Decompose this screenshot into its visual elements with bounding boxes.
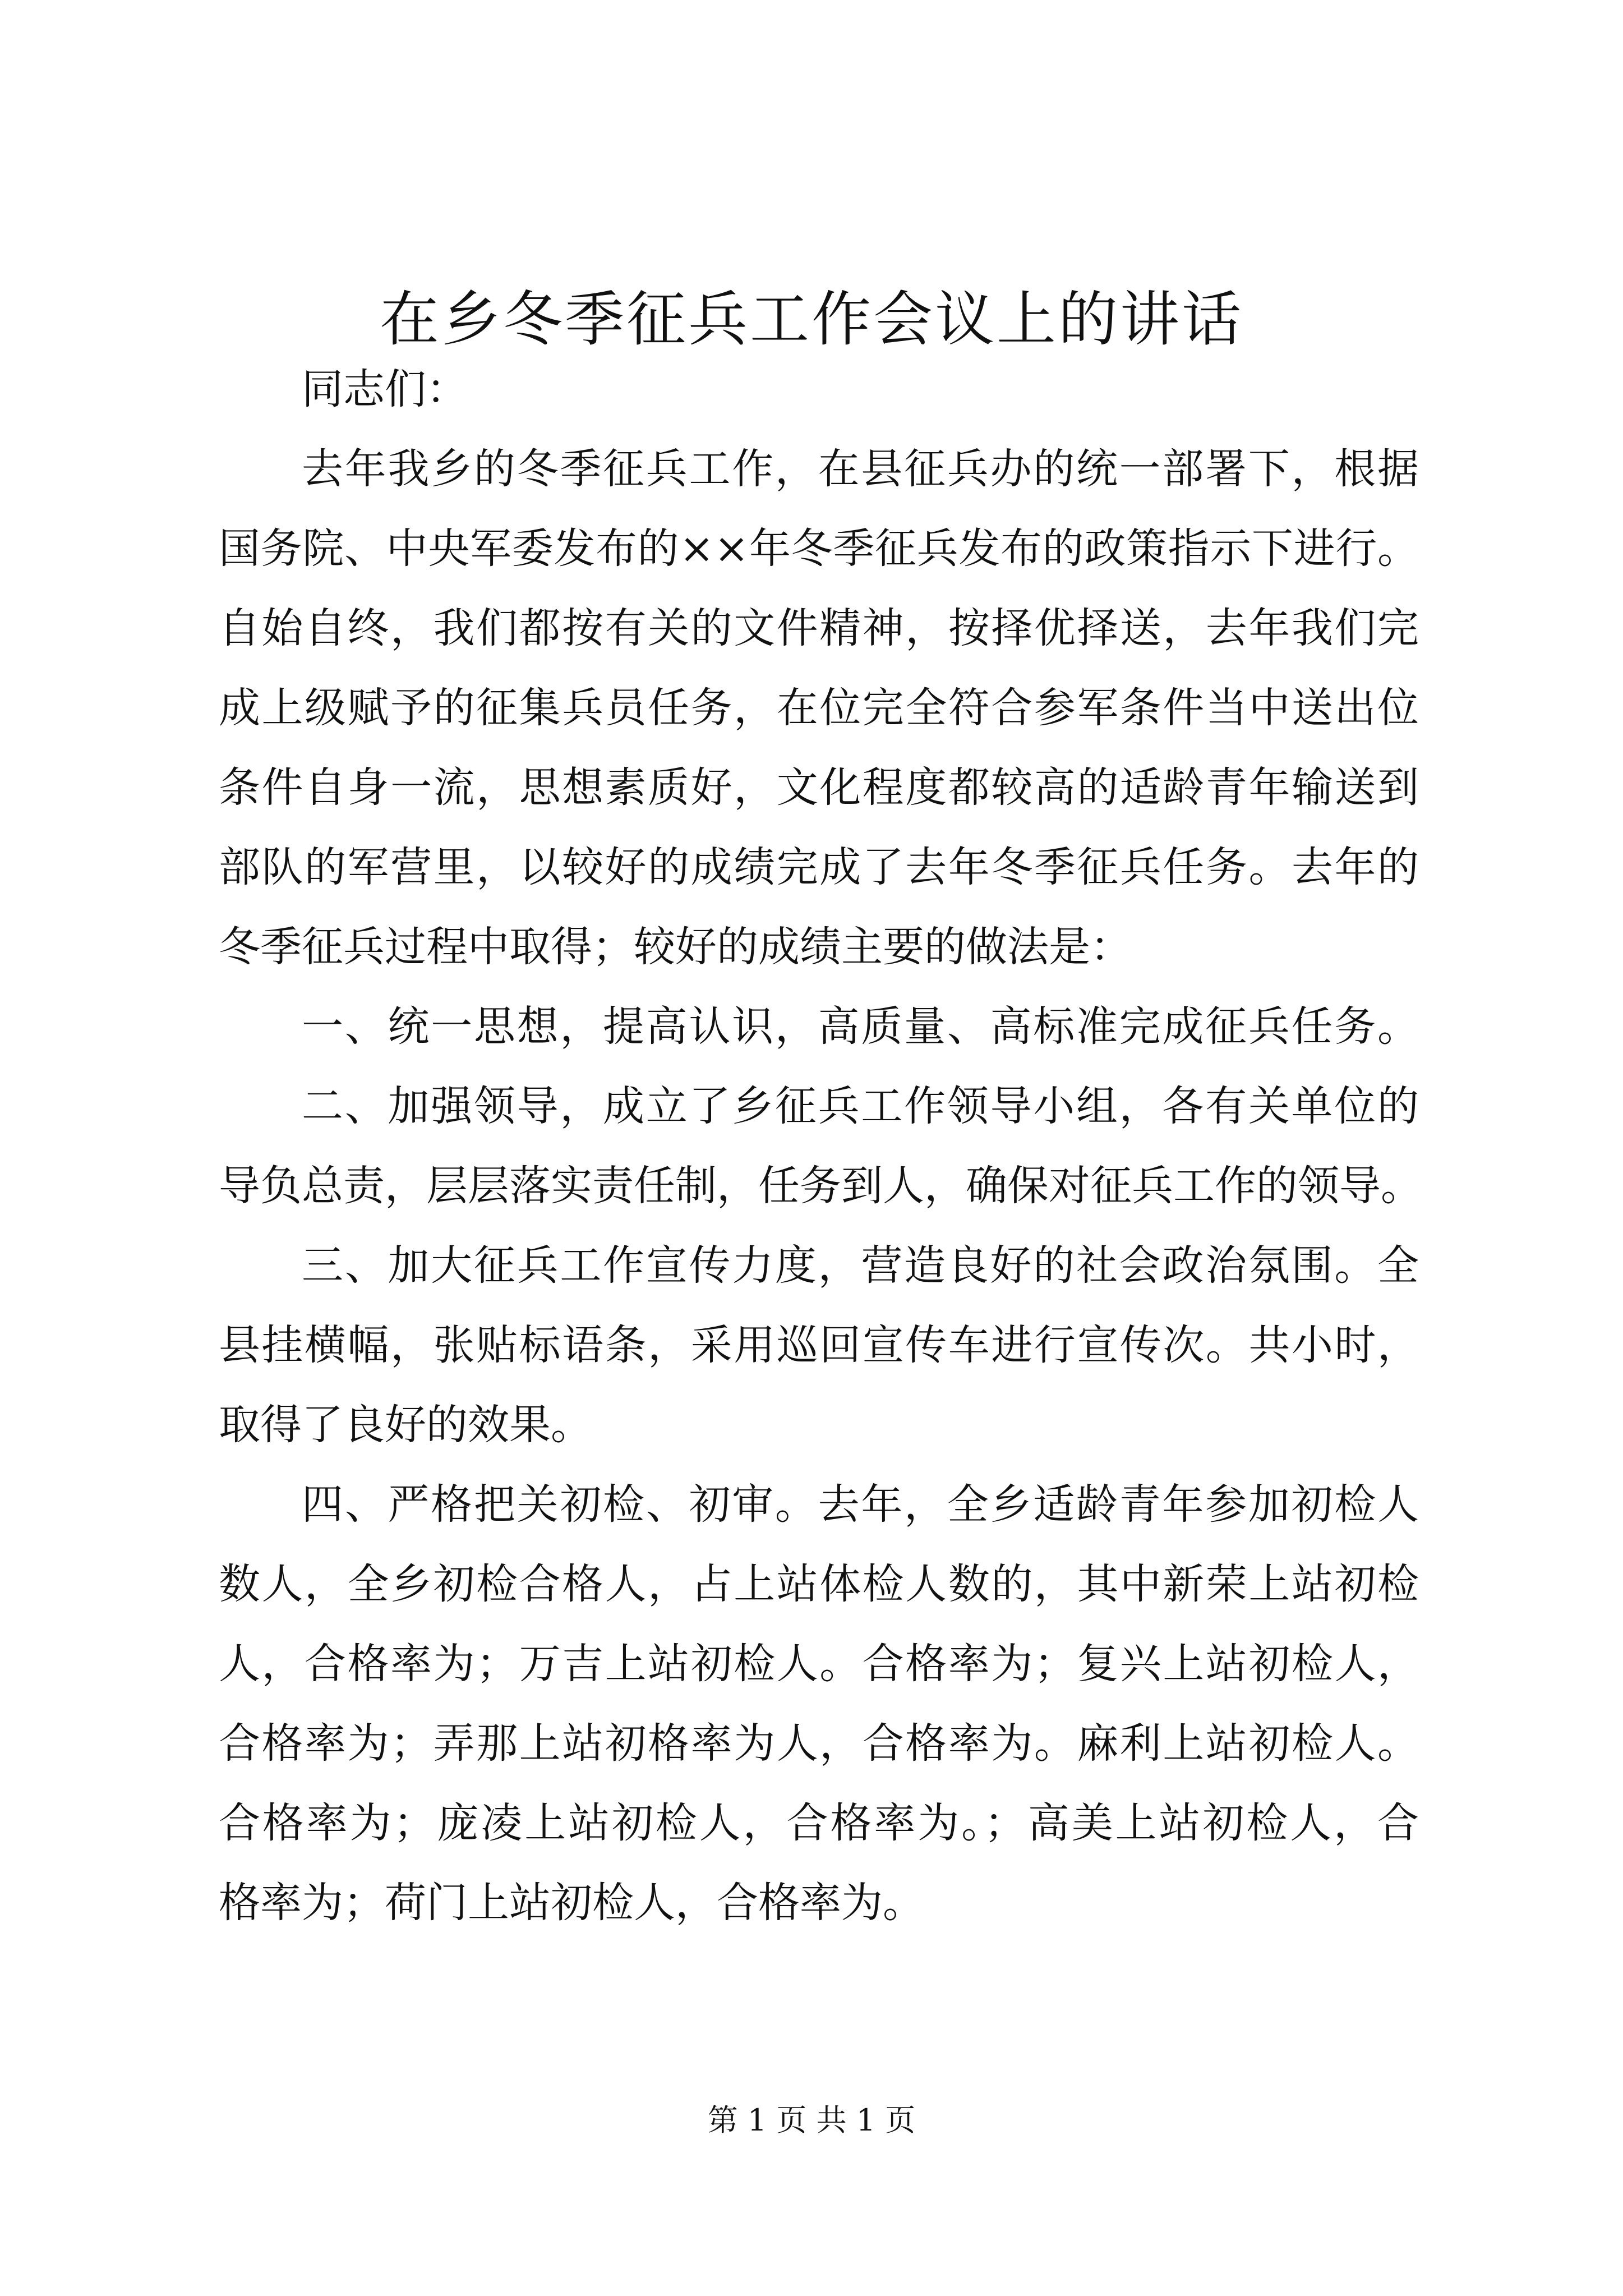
paragraph-line: 导负总责，层层落实责任制，任务到人，确保对征兵工作的领导。 xyxy=(219,1162,1422,1210)
paragraph-line: 自始自终，我们都按有关的文件精神，按择优择送，去年我们完 xyxy=(219,604,1419,652)
paragraph-line: 四、严格把关初检、初审。去年，全乡适龄青年参加初检人 xyxy=(302,1480,1419,1529)
paragraph-line: 部队的军营里，以较好的成绩完成了去年冬季征兵任务。去年的 xyxy=(219,843,1419,891)
paragraph-line: 一、统一思想，提高认识，高质量、高标准完成征兵任务。 xyxy=(302,1002,1419,1051)
paragraph-line: 县挂横幅，张贴标语条，采用巡回宣传车进行宣传次。共小时， xyxy=(219,1321,1419,1369)
paragraph-line: 成上级赋予的征集兵员任务，在位完全符合参军条件当中送出位 xyxy=(219,684,1419,732)
paragraph-line: 数人，全乡初检合格人，占上站体检人数的，其中新荣上站初检 xyxy=(219,1560,1419,1608)
paragraph-line: 国务院、中央军委发布的××年冬季征兵发布的政策指示下进行。 xyxy=(219,524,1419,573)
paragraph-line: 冬季征兵过程中取得；较好的成绩主要的做法是： xyxy=(219,923,1132,971)
paragraph-line: 二、加强领导，成立了乡征兵工作领导小组，各有关单位的 xyxy=(302,1082,1419,1130)
document-body xyxy=(219,349,1422,1943)
paragraph-line: 取得了良好的效果。 xyxy=(219,1401,592,1449)
salutation-line: 同志们： xyxy=(302,365,468,413)
paragraph-line: 人，合格率为；万吉上站初检人。合格率为；复兴上站初检人， xyxy=(219,1640,1419,1688)
paragraph-line: 合格率为；弄那上站初格率为人，合格率为。麻利上站初检人。 xyxy=(219,1719,1419,1768)
paragraph-line: 格率为；荷门上站初检人，合格率为。 xyxy=(219,1879,924,1927)
paragraph-line: 条件自身一流，思想素质好，文化程度都较高的适龄青年输送到 xyxy=(219,763,1419,812)
paragraph-line: 三、加大征兵工作宣传力度，营造良好的社会政治氛围。全 xyxy=(302,1241,1419,1290)
paragraph-line: 合格率为；庞凌上站初检人，合格率为。；高美上站初检人，合 xyxy=(219,1799,1419,1847)
page-footer: 第 1 页 共 1 页 xyxy=(707,2102,916,2138)
paragraph-line: 去年我乡的冬季征兵工作，在县征兵办的统一部署下，根据 xyxy=(302,445,1419,493)
document-title: 在乡冬季征兵工作会议上的讲话 xyxy=(380,285,1243,354)
